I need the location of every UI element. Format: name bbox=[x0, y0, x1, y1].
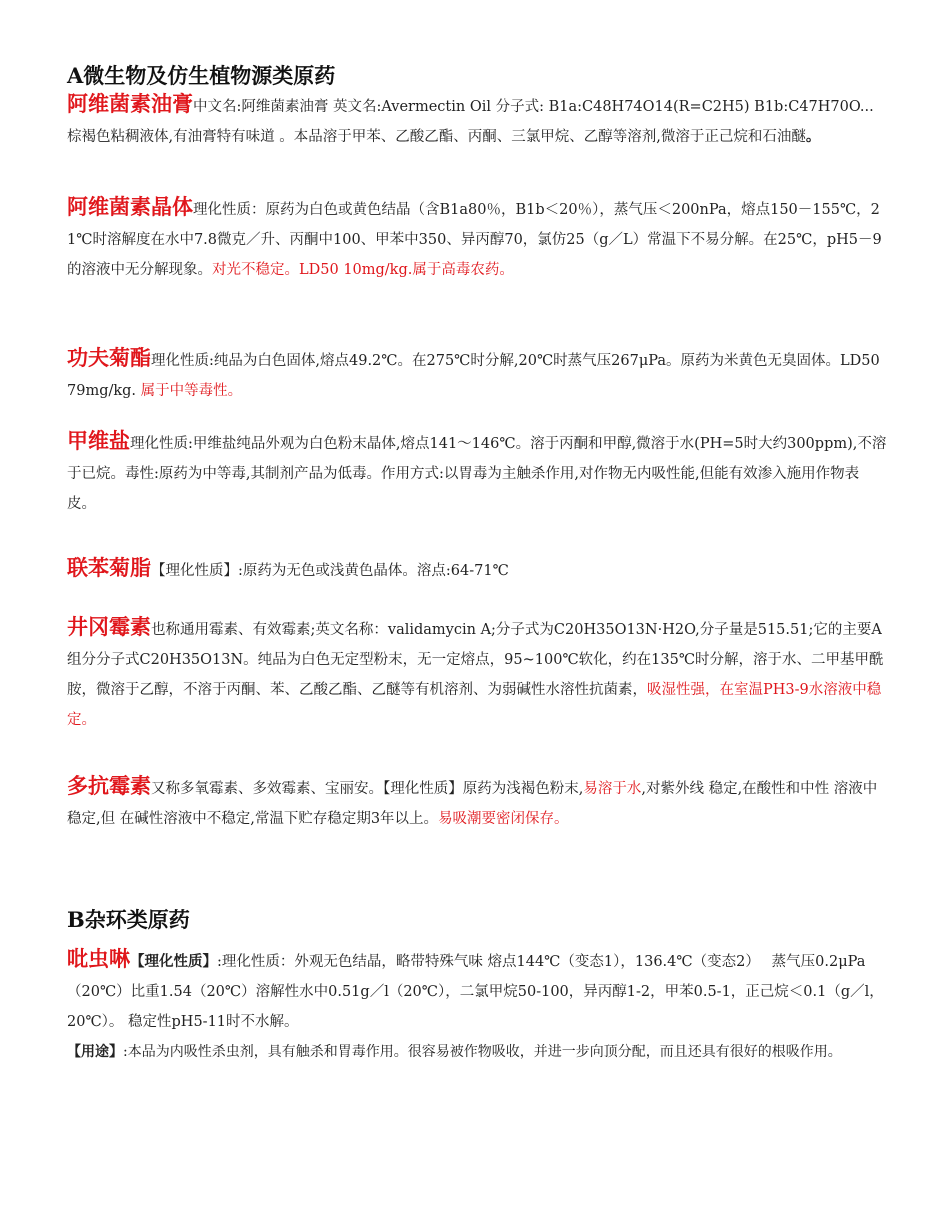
entry-text: 理化性质:纯品为白色固体,熔点49.2℃。在275℃时分解,20℃时蒸气压267μPa。原药为米黄色无臭固体。LD50 79mg/kg. bbox=[67, 353, 880, 400]
entry-name: 多抗霉素 bbox=[67, 774, 151, 799]
entry-name: 吡虫啉 bbox=[67, 946, 130, 971]
entry-name: 功夫菊酯 bbox=[67, 346, 151, 371]
entry-warning: 易吸潮要密闭保存。 bbox=[438, 811, 569, 828]
entry-highlight: 易溶于水 bbox=[583, 781, 642, 798]
use-label: 【用途】 bbox=[67, 1043, 123, 1060]
entry-imidacloprid bbox=[67, 944, 887, 1037]
entry-validamycin bbox=[67, 612, 887, 735]
entry-name: 甲维盐 bbox=[67, 429, 130, 454]
use-text: :本品为内吸性杀虫剂，具有触杀和胃毒作用。很容易被作物吸收，并进一步向顶分配，而且还具有很好的根吸作用。 bbox=[123, 1043, 842, 1060]
entry-text: 理化性质：原药为白色或黄色结晶（含B1a80％，B1b＜20％），蒸气压＜200nPa，熔点150－155℃，21℃时溶解度在水中7.8微克／升、丙酮中100、甲苯中350、异丙醇70，氯仿25（g／L）常温下不易分解。在25℃，pH5－9的溶液中无分解现象。 bbox=[67, 202, 882, 279]
entry-end: 。 bbox=[805, 128, 821, 146]
entry-abamectin-crystal bbox=[67, 192, 887, 285]
entry-text: 【理化性质】:原药为无色或浅黄色晶体。溶点:64-71℃ bbox=[151, 563, 509, 580]
entry-name: 联苯菊脂 bbox=[67, 556, 151, 581]
entry-name: 阿维菌素晶体 bbox=[67, 195, 193, 220]
entry-warning: 吸湿性强，在室温PH3-9水溶液中稳定。 bbox=[67, 682, 882, 729]
section-a-title: A微生物及仿生植物源类原药 bbox=[67, 63, 336, 88]
entry-abamectin-oil bbox=[67, 89, 887, 152]
entry-name: 井冈霉素 bbox=[67, 615, 151, 640]
entry-text: 理化性质:甲维盐纯品外观为白色粉末晶体,熔点141～146℃。溶于丙酮和甲醇,微溶于水(PH=5时大约300ppm),不溶于已烷。毒性:原药为中等毒,其制剂产品为低毒。作用方式:以胃毒为主触杀作用,对作物无内吸性能,但能有效渗入施用作物表皮。 bbox=[67, 436, 887, 513]
entry-label: 【理化性质】 bbox=[130, 952, 217, 970]
entry-emamectin bbox=[67, 426, 887, 519]
entry-cyhalothrin bbox=[67, 343, 887, 406]
entry-text: 又称多氧霉素、多效霉素、宝丽安。【理化性质】原药为浅褐色粉末, bbox=[151, 781, 584, 798]
entry-imidacloprid-use bbox=[67, 1039, 887, 1065]
document-page bbox=[67, 62, 887, 1065]
entry-text: 也称通用霉素、有效霉素;英文名称：validamycin A;分子式为C20H35O13N·H2O,分子量是515.51;它的主要A组分分子式C20H35O13N。纯品为白色无定型粉末，无一定熔点，95~100℃软化，约在135℃时分解，溶于水、二甲基甲酰胺，微溶于乙醇，不溶于丙酮、苯、乙酸乙酯、乙醚等有机溶剂、为弱碱性水溶性抗菌素， bbox=[67, 622, 884, 699]
entry-text: :理化性质：外观无色结晶，略带特殊气味 熔点144℃（变态1），136.4℃（变态2） 蒸气压0.2μPa（20℃）比重1.54（20℃）溶解性水中0.51g／l（20℃），二氯甲烷50-100，异丙醇1-2，甲苯0.5-1，正己烷＜0.1（g／l，20℃）。 稳定性pH5-11时不水解。 bbox=[67, 953, 884, 1030]
entry-bifenthrin bbox=[67, 553, 887, 586]
entry-warning: 属于中等毒性。 bbox=[140, 383, 243, 400]
entry-name: 阿维菌素油膏 bbox=[67, 92, 193, 117]
entry-polyoxin bbox=[67, 771, 887, 834]
entry-text-2: ,对紫外线 稳定,在酸性和中性 溶液中稳定,但 在碱性溶液中不稳定,常温下贮存稳定期3年以上。 bbox=[67, 781, 878, 828]
section-b-title: B杂环类原药 bbox=[67, 907, 190, 933]
entry-text: 中文名:阿维菌素油膏 英文名:Avermectin Oil 分子式: B1a:C48H74O14(R=C2H5) B1b:C47H70O...棕褐色粘稠液体,有油膏特有味道 。本品溶于甲苯、乙酸乙酯、丙酮、三氯甲烷、乙醇等溶剂,微溶于正己烷和石油醚 bbox=[67, 99, 874, 146]
entry-warning: 对光不稳定。LD50 10mg/kg.属于高毒农药。 bbox=[212, 262, 514, 279]
